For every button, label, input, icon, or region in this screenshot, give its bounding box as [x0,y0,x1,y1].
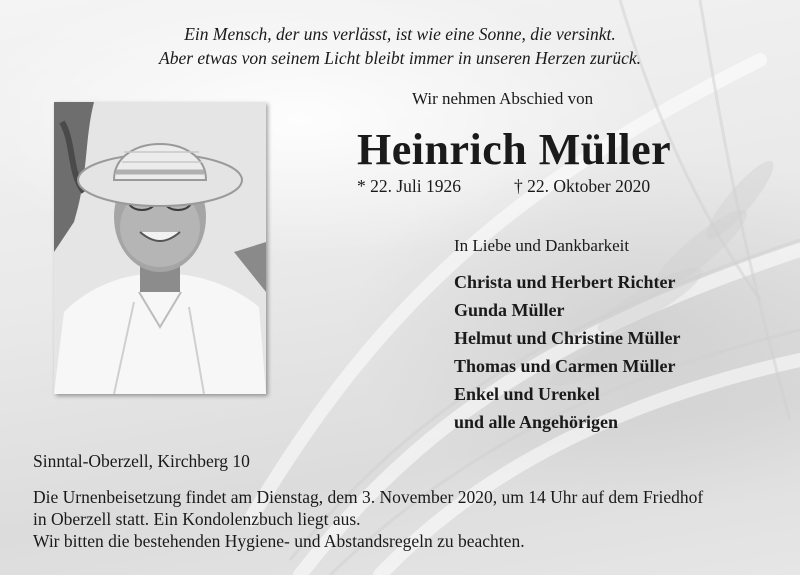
portrait-photo [54,102,266,394]
dedication-text: In Liebe und Dankbarkeit [454,236,630,255]
funeral-info-line-1: Die Urnenbeisetzung findet am Dienstag, dem 3. November 2020, um 14 Uhr auf dem Friedhof [33,487,704,507]
family-address: Sinntal-Oberzell, Kirchberg 10 [33,451,250,471]
funeral-info-line-2: in Oberzell statt. Ein Kondolenzbuch liegt aus. [33,509,361,529]
memorial-quote [0,22,800,70]
death-date: † 22. Oktober 2020 [514,176,651,196]
mourners-list [454,268,681,436]
mourner-name: Enkel und Urenkel [454,384,600,404]
portrait-image [54,102,266,394]
farewell-intro: Wir nehmen Abschied von [412,89,594,108]
funeral-info-line-3: Wir bitten die bestehenden Hygiene- und Abstandsregeln zu beachten. [33,531,525,551]
quote-line-1: Ein Mensch, der uns verlässt, ist wie eine Sonne, die versinkt. [184,24,616,44]
mourner-name: Thomas und Carmen Müller [454,356,676,376]
quote-line-2: Aber etwas von seinem Licht bleibt immer in unseren Herzen zurück. [159,48,641,68]
birth-date: * 22. Juli 1926 [357,176,462,196]
deceased-name: Heinrich Müller [357,125,672,174]
mourner-name: Christa und Herbert Richter [454,272,676,292]
funeral-info [33,486,703,552]
mourner-name: Helmut und Christine Müller [454,328,681,348]
mourner-name: Gunda Müller [454,300,565,320]
mourner-name: und alle Angehörigen [454,412,619,432]
